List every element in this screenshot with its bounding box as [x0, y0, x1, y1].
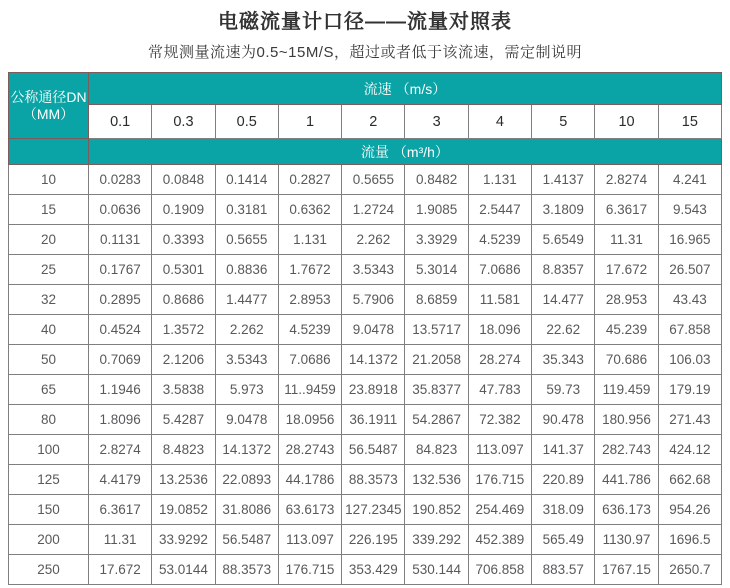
flow-value: 0.8686 — [152, 285, 215, 315]
table-row — [9, 165, 722, 195]
flow-value: 70.686 — [595, 345, 658, 375]
flow-value: 565.49 — [532, 525, 595, 555]
flow-value: 4.5239 — [278, 315, 341, 345]
flow-value: 28.2743 — [278, 435, 341, 465]
flow-comparison-table — [8, 72, 722, 585]
flow-value: 56.5487 — [215, 525, 278, 555]
dn-header — [9, 73, 89, 139]
flow-value: 0.8482 — [405, 165, 468, 195]
dn-header-line1: 公称通径DN — [10, 88, 87, 105]
dn-value: 200 — [9, 525, 89, 555]
flow-value: 318.09 — [532, 495, 595, 525]
flow-value: 1.1946 — [89, 375, 152, 405]
velocity-col-header: 4 — [468, 105, 531, 139]
flow-value: 8.4823 — [152, 435, 215, 465]
flow-value: 441.786 — [595, 465, 658, 495]
flow-value: 1.4477 — [215, 285, 278, 315]
flow-value: 47.783 — [468, 375, 531, 405]
flow-value: 36.1911 — [342, 405, 405, 435]
flow-value: 1.131 — [278, 225, 341, 255]
flow-value: 5.4287 — [152, 405, 215, 435]
flow-value: 1.4137 — [532, 165, 595, 195]
flow-value: 6.3617 — [89, 495, 152, 525]
flow-value: 3.5838 — [152, 375, 215, 405]
dn-value: 25 — [9, 255, 89, 285]
flow-value: 63.6173 — [278, 495, 341, 525]
flow-value: 0.5655 — [342, 165, 405, 195]
flow-value: 44.1786 — [278, 465, 341, 495]
table-row — [9, 555, 722, 585]
velocity-col-header: 15 — [658, 105, 721, 139]
flow-value: 0.6362 — [278, 195, 341, 225]
flow-value: 0.3181 — [215, 195, 278, 225]
flow-value: 883.57 — [532, 555, 595, 585]
flow-value: 1130.97 — [595, 525, 658, 555]
flow-value: 2.8274 — [89, 435, 152, 465]
flow-value: 2.262 — [215, 315, 278, 345]
flow-value: 226.195 — [342, 525, 405, 555]
flow-value: 4.241 — [658, 165, 721, 195]
flow-value: 19.0852 — [152, 495, 215, 525]
dn-value: 150 — [9, 495, 89, 525]
flow-value: 67.858 — [658, 315, 721, 345]
flow-value: 13.2536 — [152, 465, 215, 495]
flow-value: 1.7672 — [278, 255, 341, 285]
flow-value: 5.6549 — [532, 225, 595, 255]
flow-value: 2.1206 — [152, 345, 215, 375]
flow-value: 14.1372 — [215, 435, 278, 465]
flow-value: 88.3573 — [215, 555, 278, 585]
flow-value: 16.965 — [658, 225, 721, 255]
flow-value: 43.43 — [658, 285, 721, 315]
flow-value: 0.1767 — [89, 255, 152, 285]
table-row — [9, 195, 722, 225]
flow-value: 4.4179 — [89, 465, 152, 495]
table-body — [9, 165, 722, 585]
flow-value: 179.19 — [658, 375, 721, 405]
flow-value: 0.8836 — [215, 255, 278, 285]
flow-value: 530.144 — [405, 555, 468, 585]
dn-value: 50 — [9, 345, 89, 375]
flow-value: 127.2345 — [342, 495, 405, 525]
flow-value: 59.73 — [532, 375, 595, 405]
flow-value: 18.096 — [468, 315, 531, 345]
flow-value: 22.62 — [532, 315, 595, 345]
flow-value: 28.953 — [595, 285, 658, 315]
flow-value: 3.5343 — [215, 345, 278, 375]
flow-value: 53.0144 — [152, 555, 215, 585]
velocity-col-header: 0.1 — [89, 105, 152, 139]
flow-value: 8.6859 — [405, 285, 468, 315]
flow-value: 33.9292 — [152, 525, 215, 555]
flow-value: 14.477 — [532, 285, 595, 315]
flow-value: 176.715 — [278, 555, 341, 585]
flow-value: 1696.5 — [658, 525, 721, 555]
dn-header-gap-cell — [9, 139, 89, 165]
table-row — [9, 225, 722, 255]
flow-value: 5.3014 — [405, 255, 468, 285]
flow-value: 5.7906 — [342, 285, 405, 315]
flow-value: 9.0478 — [215, 405, 278, 435]
flow-value: 11..9459 — [278, 375, 341, 405]
flow-value: 3.5343 — [342, 255, 405, 285]
flow-value: 8.8357 — [532, 255, 595, 285]
flow-value: 1.2724 — [342, 195, 405, 225]
flow-value: 31.8086 — [215, 495, 278, 525]
table-row — [9, 255, 722, 285]
flow-value: 190.852 — [405, 495, 468, 525]
flow-value: 0.2895 — [89, 285, 152, 315]
flow-value: 1.3572 — [152, 315, 215, 345]
flow-value: 254.469 — [468, 495, 531, 525]
flow-value: 0.1909 — [152, 195, 215, 225]
flow-value: 6.3617 — [595, 195, 658, 225]
dn-value: 80 — [9, 405, 89, 435]
flow-value: 141.37 — [532, 435, 595, 465]
flow-value: 0.5301 — [152, 255, 215, 285]
flow-value: 72.382 — [468, 405, 531, 435]
flow-value: 132.536 — [405, 465, 468, 495]
dn-value: 20 — [9, 225, 89, 255]
velocity-col-header: 0.3 — [152, 105, 215, 139]
flow-value: 424.12 — [658, 435, 721, 465]
flow-value: 636.173 — [595, 495, 658, 525]
flow-value: 2.262 — [342, 225, 405, 255]
flow-value: 2.8953 — [278, 285, 341, 315]
flow-value: 1.131 — [468, 165, 531, 195]
flow-value: 56.5487 — [342, 435, 405, 465]
flow-value: 23.8918 — [342, 375, 405, 405]
flow-value: 21.2058 — [405, 345, 468, 375]
table-row — [9, 405, 722, 435]
flow-value: 2650.7 — [658, 555, 721, 585]
flow-value: 0.2827 — [278, 165, 341, 195]
table-row — [9, 285, 722, 315]
flow-value: 84.823 — [405, 435, 468, 465]
flow-value: 113.097 — [278, 525, 341, 555]
flow-value: 119.459 — [595, 375, 658, 405]
flow-value: 35.8377 — [405, 375, 468, 405]
dn-value: 40 — [9, 315, 89, 345]
flow-value: 18.0956 — [278, 405, 341, 435]
flow-value: 0.3393 — [152, 225, 215, 255]
flow-value: 180.956 — [595, 405, 658, 435]
flow-value: 706.858 — [468, 555, 531, 585]
flow-group-header: 流量 （m³/h） — [89, 139, 722, 165]
flow-value: 0.5655 — [215, 225, 278, 255]
flow-value: 11.31 — [89, 525, 152, 555]
dn-value: 15 — [9, 195, 89, 225]
velocity-col-header: 1 — [278, 105, 341, 139]
table-row — [9, 315, 722, 345]
flow-value: 9.0478 — [342, 315, 405, 345]
velocity-values-row — [9, 105, 722, 139]
flow-value: 17.672 — [595, 255, 658, 285]
flow-value: 0.7069 — [89, 345, 152, 375]
dn-value: 100 — [9, 435, 89, 465]
flow-value: 13.5717 — [405, 315, 468, 345]
flow-value: 339.292 — [405, 525, 468, 555]
flow-value: 88.3573 — [342, 465, 405, 495]
flow-value: 90.478 — [532, 405, 595, 435]
flow-value: 14.1372 — [342, 345, 405, 375]
dn-value: 250 — [9, 555, 89, 585]
flow-value: 0.1131 — [89, 225, 152, 255]
flow-value: 271.43 — [658, 405, 721, 435]
table-row — [9, 495, 722, 525]
flow-value: 0.0848 — [152, 165, 215, 195]
flow-value: 5.973 — [215, 375, 278, 405]
flow-value: 1.9085 — [405, 195, 468, 225]
flow-value: 45.239 — [595, 315, 658, 345]
flow-value: 54.2867 — [405, 405, 468, 435]
flow-value: 3.3929 — [405, 225, 468, 255]
dn-value: 125 — [9, 465, 89, 495]
velocity-group-header: 流速 （m/s） — [89, 73, 722, 105]
dn-value: 10 — [9, 165, 89, 195]
velocity-col-header: 5 — [532, 105, 595, 139]
table-row — [9, 465, 722, 495]
flow-value: 954.26 — [658, 495, 721, 525]
velocity-col-header: 2 — [342, 105, 405, 139]
flow-value: 22.0893 — [215, 465, 278, 495]
flow-value: 0.0283 — [89, 165, 152, 195]
flow-value: 176.715 — [468, 465, 531, 495]
flow-value: 0.0636 — [89, 195, 152, 225]
flow-value: 7.0686 — [468, 255, 531, 285]
flow-value: 106.03 — [658, 345, 721, 375]
flow-value: 0.4524 — [89, 315, 152, 345]
velocity-group-row — [9, 73, 722, 105]
flow-group-row — [9, 139, 722, 165]
flow-value: 353.429 — [342, 555, 405, 585]
velocity-col-header: 3 — [405, 105, 468, 139]
flow-value: 11.581 — [468, 285, 531, 315]
flow-value: 113.097 — [468, 435, 531, 465]
dn-header-line2: （MM） — [22, 105, 75, 122]
dn-value: 32 — [9, 285, 89, 315]
flow-value: 3.1809 — [532, 195, 595, 225]
flow-value: 9.543 — [658, 195, 721, 225]
flow-value: 17.672 — [89, 555, 152, 585]
flow-value: 26.507 — [658, 255, 721, 285]
flow-value: 2.8274 — [595, 165, 658, 195]
flow-value: 452.389 — [468, 525, 531, 555]
page-subtitle: 常规测量流速为0.5~15M/S，超过或者低于该流速，需定制说明 — [148, 44, 582, 61]
flow-value: 11.31 — [595, 225, 658, 255]
velocity-col-header: 10 — [595, 105, 658, 139]
table-row — [9, 435, 722, 465]
velocity-col-header: 0.5 — [215, 105, 278, 139]
table-row — [9, 345, 722, 375]
flow-value: 220.89 — [532, 465, 595, 495]
table-row — [9, 525, 722, 555]
dn-value: 65 — [9, 375, 89, 405]
flow-value: 7.0686 — [278, 345, 341, 375]
flow-value: 282.743 — [595, 435, 658, 465]
flow-value: 28.274 — [468, 345, 531, 375]
flow-value: 4.5239 — [468, 225, 531, 255]
table-row — [9, 375, 722, 405]
page-title: 电磁流量计口径——流量对照表 — [218, 11, 512, 33]
flow-value: 1.8096 — [89, 405, 152, 435]
flow-value: 1767.15 — [595, 555, 658, 585]
flow-value: 662.68 — [658, 465, 721, 495]
flow-value: 35.343 — [532, 345, 595, 375]
flow-value: 0.1414 — [215, 165, 278, 195]
flow-value: 2.5447 — [468, 195, 531, 225]
